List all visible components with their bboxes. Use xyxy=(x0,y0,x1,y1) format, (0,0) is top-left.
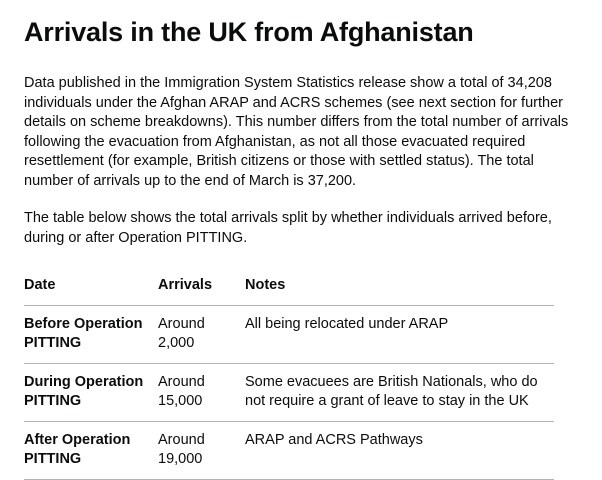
table-row xyxy=(24,422,554,480)
page-title: Arrivals in the UK from Afghanistan xyxy=(24,17,474,47)
row-date: Before Operation PITTING xyxy=(24,306,158,364)
table-row xyxy=(24,364,554,422)
column-header-arrivals: Arrivals xyxy=(158,268,245,306)
row-date: After Operation PITTING xyxy=(24,422,158,480)
intro-paragraph: Data published in the Immigration System Statistics release show a total of 34,208 individuals under the Afghan ARAP and ACRS schemes (see next section for further details on scheme breakdowns). This number differs from the total number of arrivals following the evacuation from Afghanistan, as not all those evacuated required resettlement (for example, British citizens or those with settled status). The total number of arrivals up to the end of March is 37,200. xyxy=(24,75,569,189)
table-row xyxy=(24,306,554,364)
row-notes: Some evacuees are British Nationals, who do not require a grant of leave to stay in the UK xyxy=(245,364,554,422)
table-header-row xyxy=(24,268,554,306)
column-header-notes: Notes xyxy=(245,268,554,306)
row-arrivals: Around 19,000 xyxy=(158,422,245,480)
arrivals-table xyxy=(24,268,554,480)
row-date: During Operation PITTING xyxy=(24,364,158,422)
row-arrivals: Around 2,000 xyxy=(158,306,245,364)
row-notes: ARAP and ACRS Pathways xyxy=(245,422,554,480)
table-intro-paragraph: The table below shows the total arrivals split by whether individuals arrived before, during or after Operation PITTING. xyxy=(24,210,552,246)
column-header-date: Date xyxy=(24,268,158,306)
row-arrivals: Around 15,000 xyxy=(158,364,245,422)
row-notes: All being relocated under ARAP xyxy=(245,306,554,364)
